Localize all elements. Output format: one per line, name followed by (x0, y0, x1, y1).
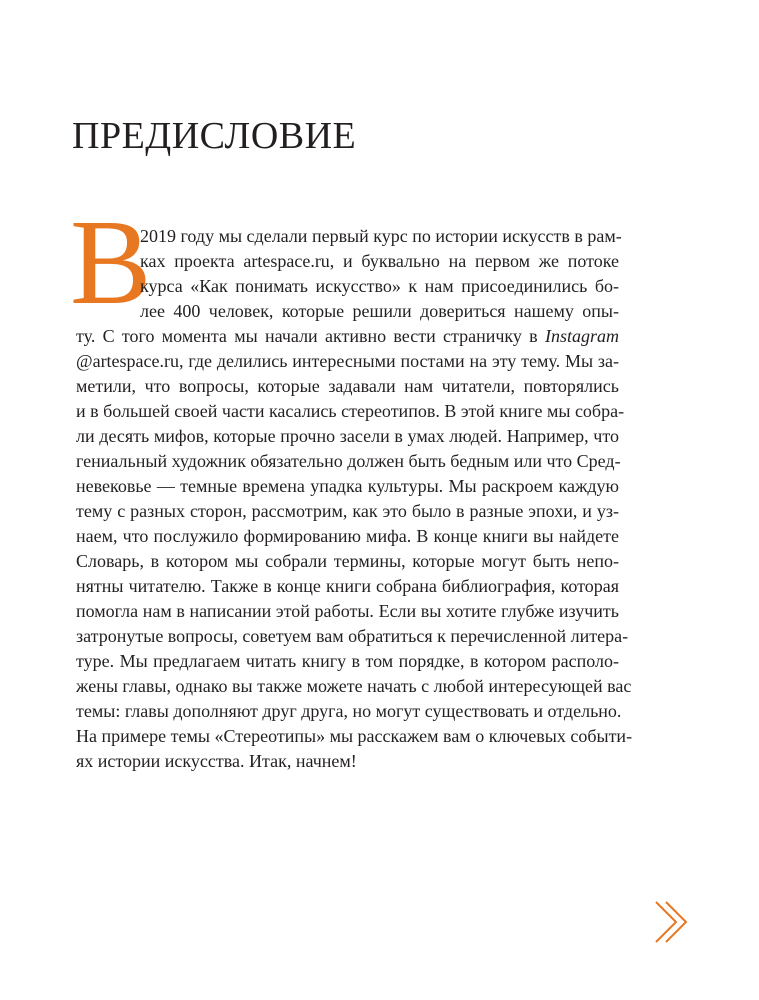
double-chevron-right-icon[interactable] (652, 898, 692, 946)
paragraph-line: Словарь, в котором мы собрали термины, которые могут быть непо- (76, 551, 619, 571)
paragraph-line: наем, что послужило формированию мифа. В конце книги вы найдете (76, 526, 619, 546)
paragraph-line: ту. С того момента мы начали активно вести страничку в Instagram (76, 326, 619, 346)
paragraph-line: жены главы, однако вы также можете начать с любой интересующей вас (76, 676, 632, 696)
page-title: ПРЕДИСЛОВИЕ (72, 115, 357, 157)
paragraph-line: помогла нам в написании этой работы. Если вы хотите глубже изучить (76, 601, 619, 621)
paragraph-line: лее 400 человек, которые решили довериться нашему опы- (140, 301, 619, 321)
paragraph-line: ках проекта artespace.ru, и буквально на первом же потоке (140, 251, 619, 271)
paragraph-line: метили, что вопросы, которые задавали нам читатели, повторялись (76, 376, 619, 396)
paragraph-line: нятны читателю. Также в конце книги собрана библиография, которая (76, 576, 619, 596)
paragraph-line: туре. Мы предлагаем читать книгу в том порядке, в котором располо- (76, 651, 619, 671)
instagram-emphasis: Instagram (544, 326, 619, 346)
paragraph-line: 2019 году мы сделали первый курс по истории искусств в рам- (140, 226, 622, 246)
paragraph-line: тему с разных сторон, рассмотрим, как это было в разные эпохи, и уз- (76, 501, 619, 521)
paragraph-line: и в большей своей части касались стереотипов. В этой книге мы собра- (76, 401, 625, 421)
paragraph-line: На примере темы «Стереотипы» мы расскажем вам о ключевых событи- (76, 726, 633, 746)
paragraph-line: ях истории искусства. Итак, начнем! (76, 751, 357, 771)
paragraph-line: затронутые вопросы, советуем вам обратиться к перечисленной литера- (76, 626, 629, 646)
paragraph-line: невековье — темные времена упадка культуры. Мы раскроем каждую (76, 476, 619, 496)
drop-cap-letter: В (70, 195, 152, 330)
paragraph-line: курса «Как понимать искусство» к нам присоединились бо- (140, 276, 619, 296)
paragraph-line: ли десять мифов, которые прочно засели в умах людей. Например, что (76, 426, 619, 446)
paragraph-line: @artespace.ru, где делились интересными постами на эту тему. Мы за- (76, 351, 619, 371)
paragraph-line: гениальный художник обязательно должен быть бедным или что Сред- (76, 451, 621, 471)
paragraph-line: темы: главы дополняют друг друга, но могут существовать и отдельно. (76, 701, 622, 721)
